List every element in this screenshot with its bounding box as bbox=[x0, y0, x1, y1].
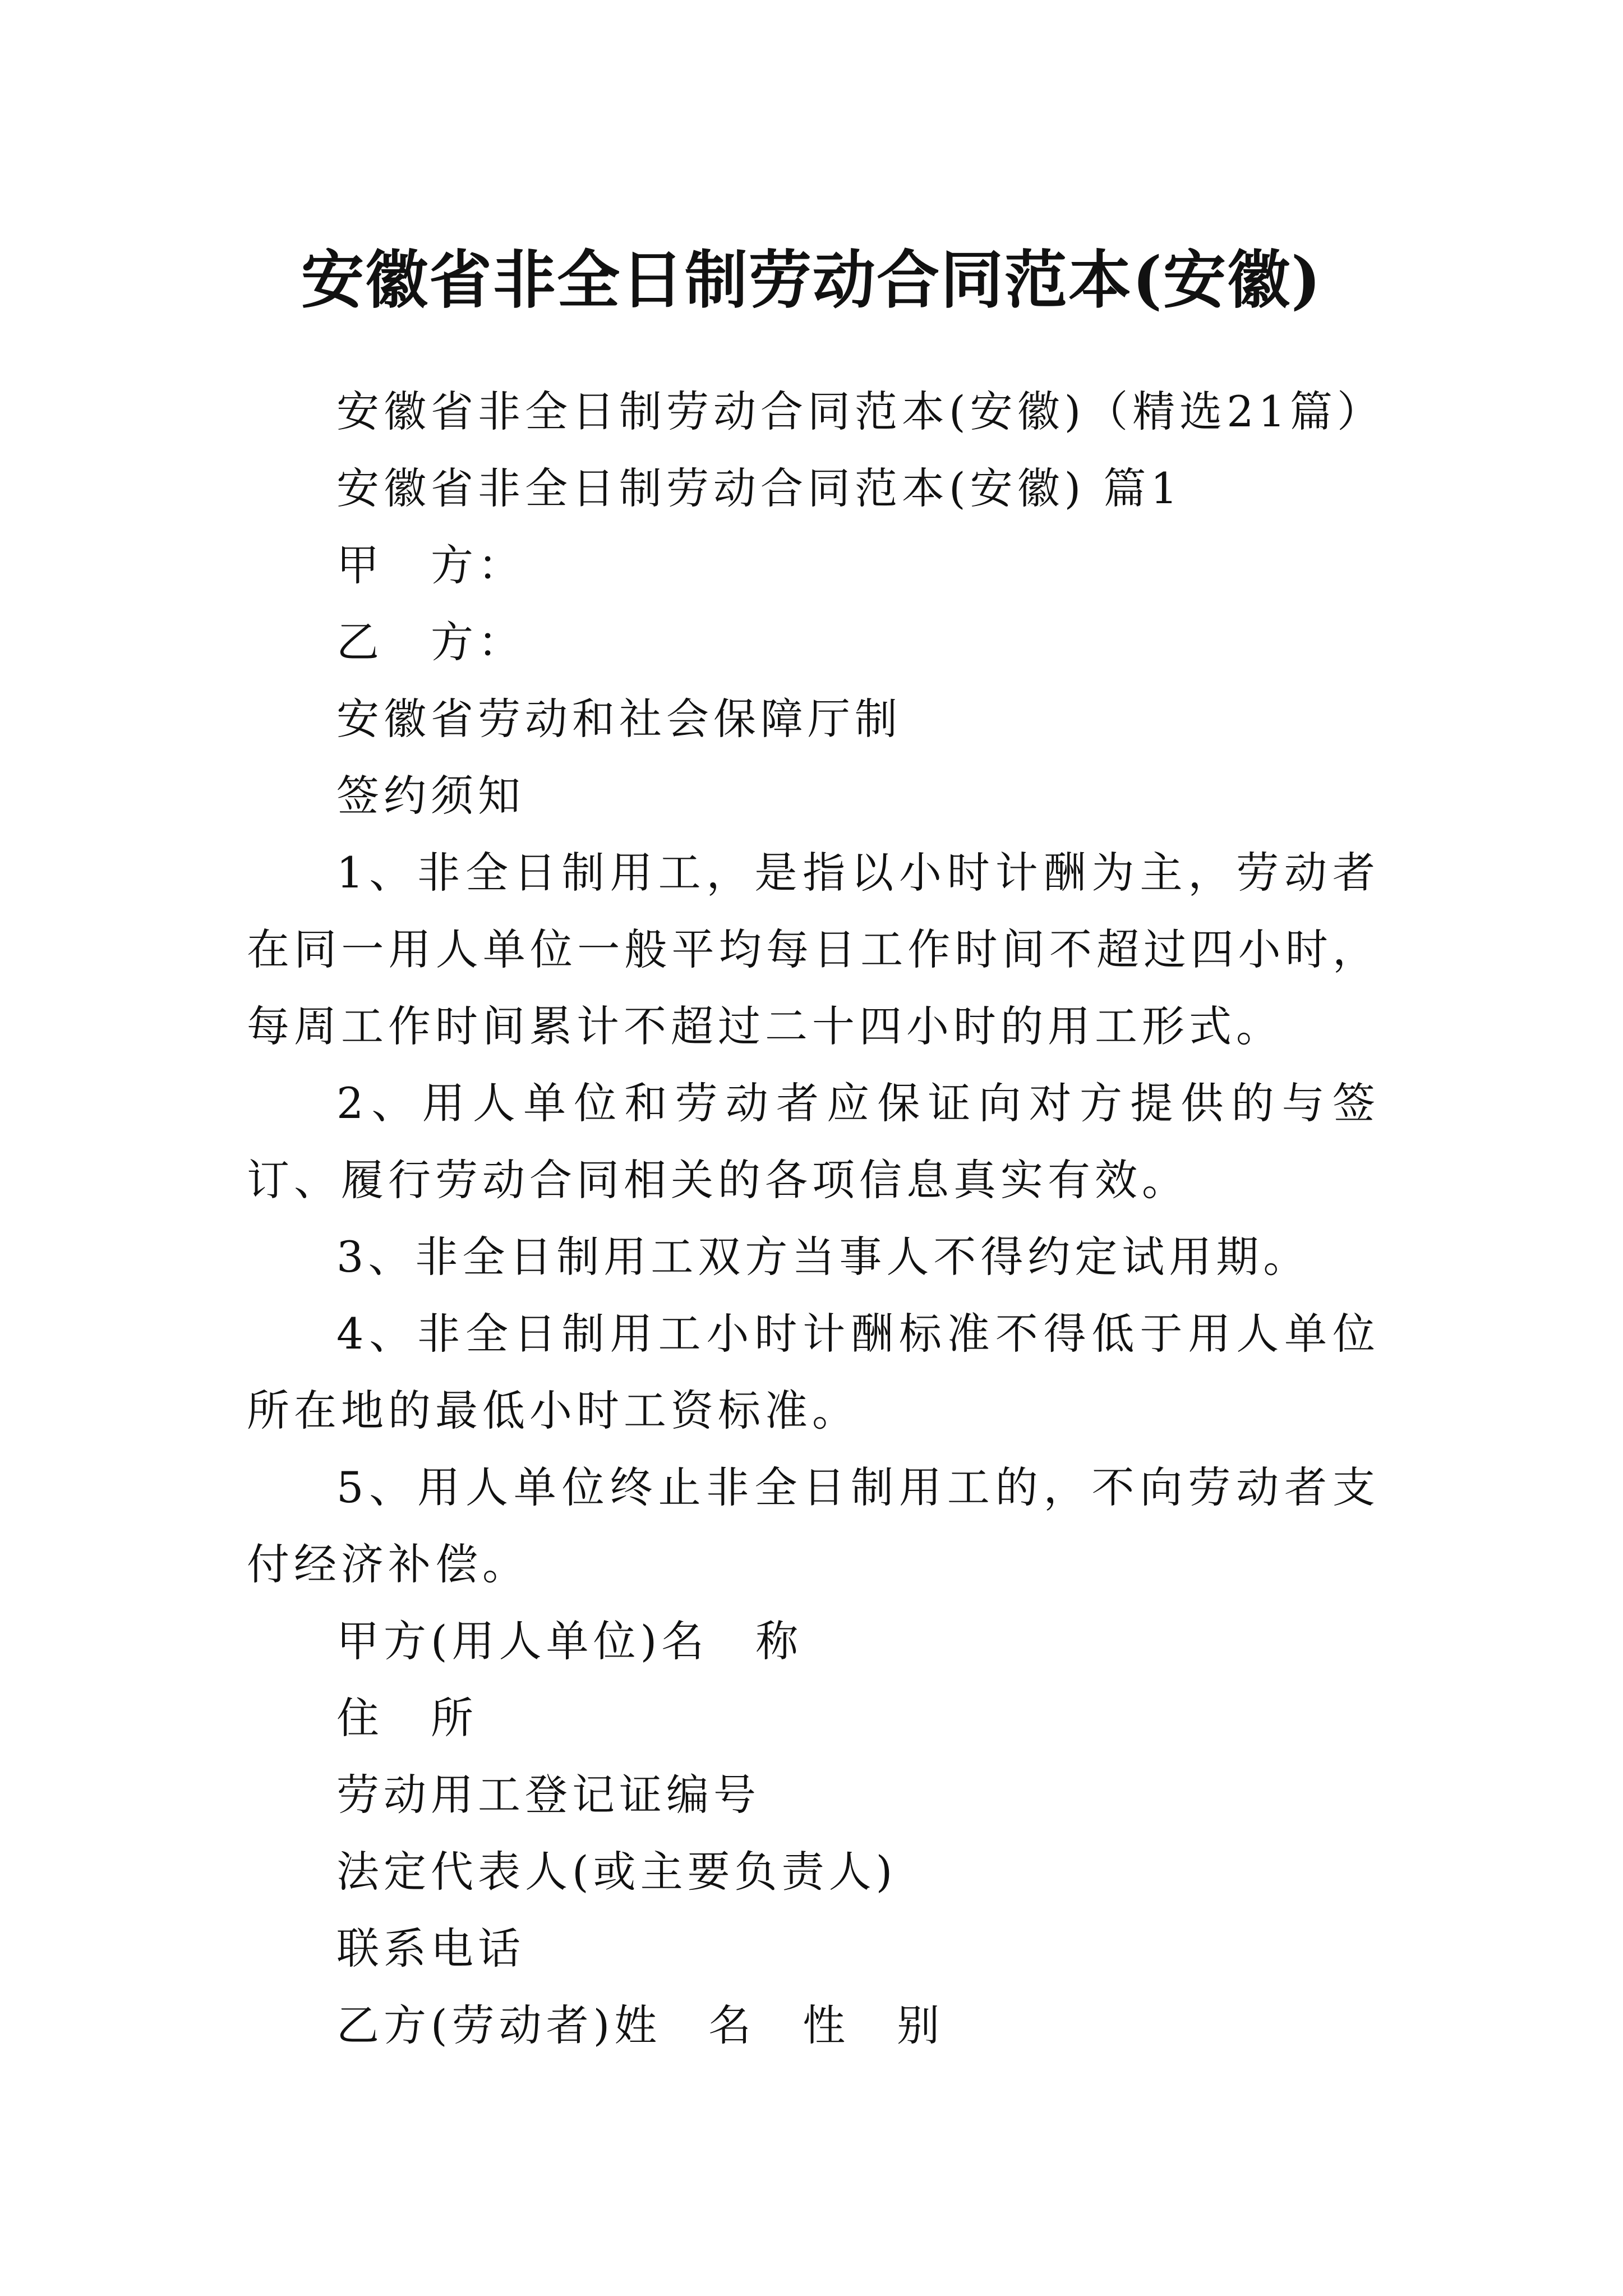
party-b-label: 乙 方： bbox=[336, 617, 525, 667]
legal-representative-field: 法定代表人(或主要负责人) bbox=[336, 1847, 897, 1897]
party-a-label: 甲 方： bbox=[336, 540, 525, 590]
notice-item-1: 1、非全日制用工，是指以小时计酬为主，劳动者在同一用人单位一般平均每日工作时间不超过四小时，每周工作时间累计不超过二十四小时的用工形式。 bbox=[247, 848, 1380, 1051]
notice-item-4: 4、非全日制用工小时计酬标准不得低于用人单位所在地的最低小时工资标准。 bbox=[247, 1309, 1380, 1435]
notice-item-2: 2、用人单位和劳动者应保证向对方提供的与签订、履行劳动合同相关的各项信息真实有效。 bbox=[247, 1078, 1380, 1205]
section-heading: 安徽省非全日制劳动合同范本(安徽) 篇1 bbox=[336, 463, 1182, 513]
employee-info-field: 乙方(劳动者)姓 名 性 别 bbox=[336, 2000, 944, 2050]
employer-name-field: 甲方(用人单位)名 称 bbox=[336, 1616, 803, 1666]
contact-phone-field: 联系电话 bbox=[336, 1924, 525, 1973]
notice-item-3: 3、非全日制用工双方当事人不得约定试用期。 bbox=[336, 1232, 1311, 1282]
registration-number-field: 劳动用工登记证编号 bbox=[336, 1770, 760, 1820]
employer-address-field: 住 所 bbox=[336, 1693, 478, 1743]
issuer-line: 安徽省劳动和社会保障厅制 bbox=[336, 694, 902, 744]
notice-item-5: 5、用人单位终止非全日制用工的，不向劳动者支付经济补偿。 bbox=[247, 1462, 1380, 1589]
subtitle-selection: 安徽省非全日制劳动合同范本(安徽)（精选21篇） bbox=[336, 386, 1385, 436]
document-body bbox=[247, 373, 1385, 2064]
document-title: 安徽省非全日制劳动合同范本(安徽) bbox=[301, 243, 1322, 318]
notice-heading: 签约须知 bbox=[336, 771, 525, 821]
